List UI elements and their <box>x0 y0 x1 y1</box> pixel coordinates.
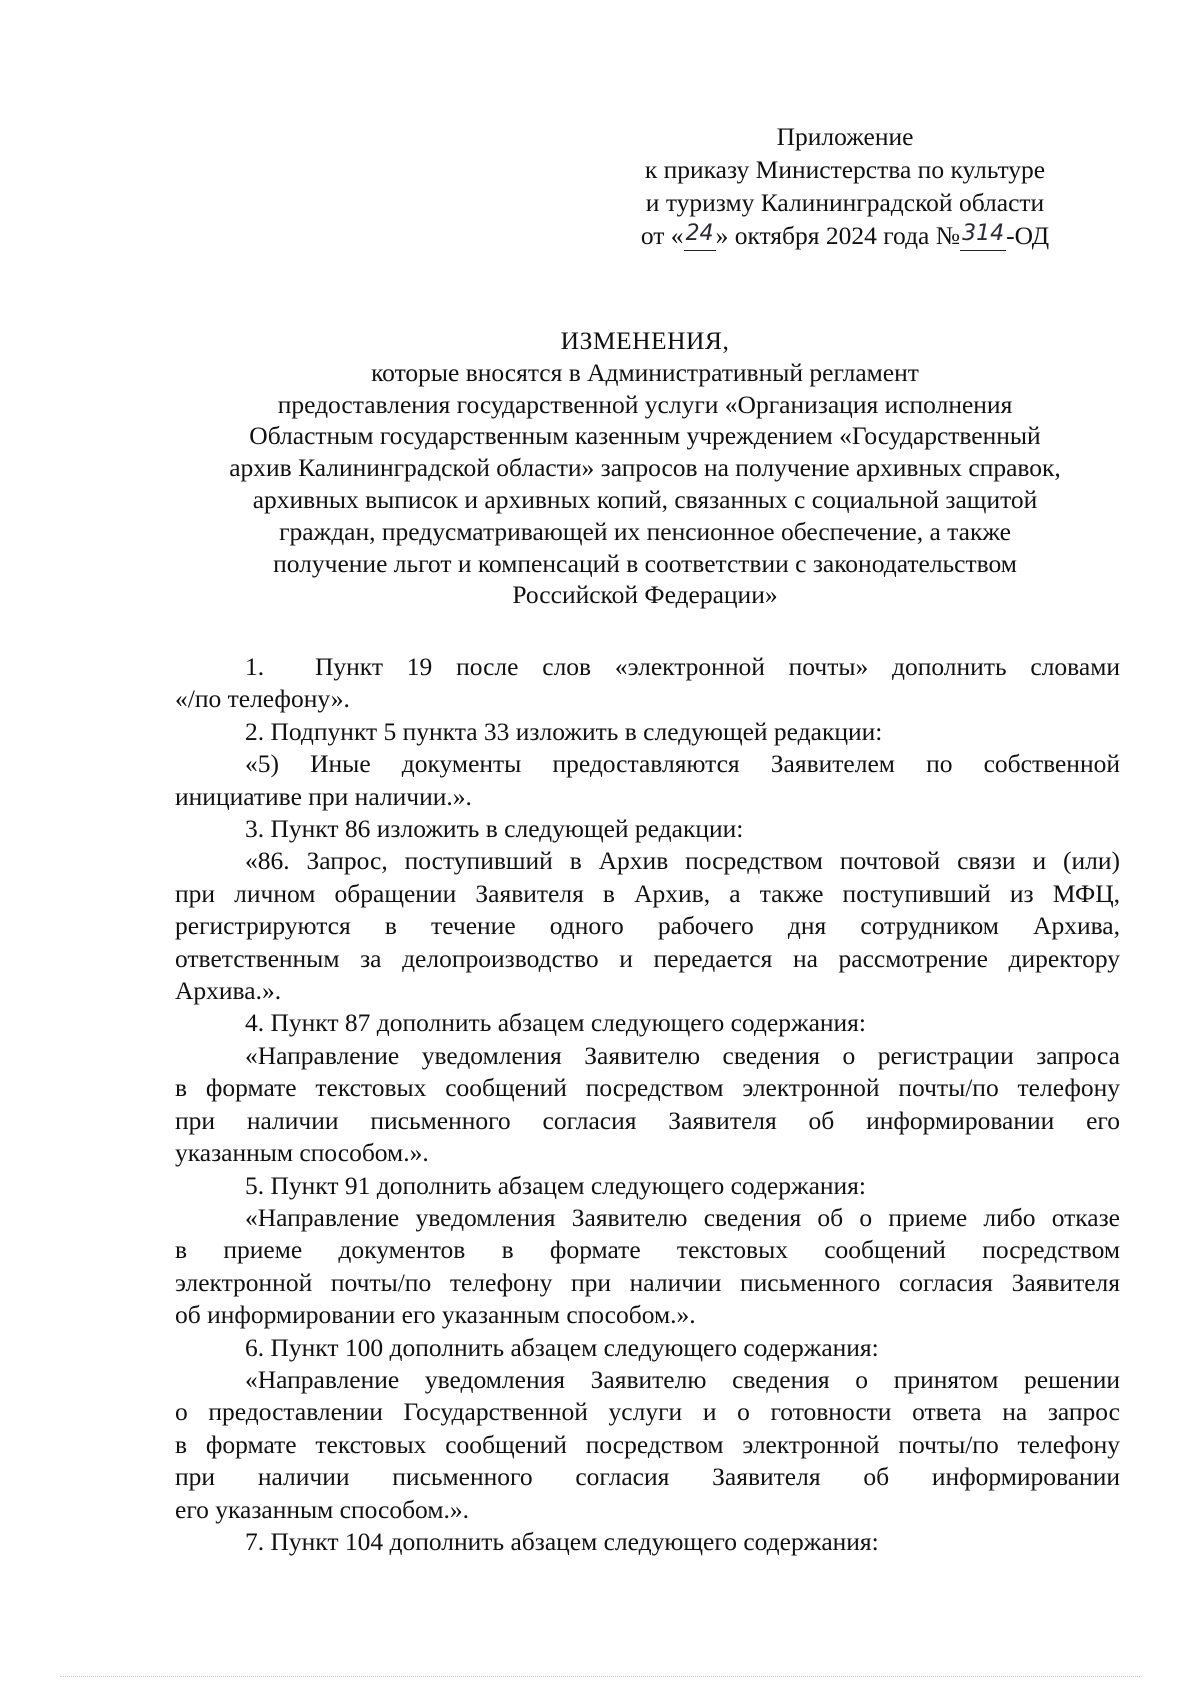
title-line: предоставления государственной услуги «Организация исполнения <box>277 389 1013 419</box>
text-line: «86. Запрос, поступивший в Архив посредством почтовой связи и (или) <box>245 846 1120 876</box>
paragraph-9 <box>175 1202 1120 1332</box>
text-line: электронной почты/по телефону при наличии письменного согласия Заявителя <box>175 1267 1120 1297</box>
date-middle: » октября 2024 года № <box>715 221 961 250</box>
title-line: архив Калининградской области» запросов на получение архивных справок, <box>229 453 1061 483</box>
text-line: в формате текстовых сообщений посредством электронной почты/по телефону <box>175 1429 1120 1459</box>
text-line: «/по телефону». <box>175 684 350 714</box>
paragraph-3 <box>175 748 1120 813</box>
text-line: 6. Пункт 100 дополнить абзацем следующего содержания: <box>245 1332 879 1362</box>
text-line: «Направление уведомления Заявителю сведения о принятом решении <box>245 1364 1120 1394</box>
text-line <box>175 651 1120 683</box>
text-line: инициативе при наличии.». <box>175 781 472 811</box>
text-line: о предоставлении Государственной услуги и о готовности ответа на запрос <box>175 1397 1120 1427</box>
text-line: указанным способом.». <box>175 1138 429 1168</box>
text-line: «5) Иные документы предоставляются Заявителем по собственной <box>245 749 1120 779</box>
text-line: «Направление уведомления Заявителю сведения об о приеме либо отказе <box>245 1202 1120 1232</box>
paragraph-8 <box>175 1170 1120 1202</box>
text-line: об информировании его указанным способом.». <box>175 1300 696 1330</box>
handwritten-order-number: 314 <box>962 221 1005 246</box>
text-line: при наличии письменного согласия Заявителя об информировании <box>175 1462 1120 1492</box>
title-line: Российской Федерации» <box>512 580 778 610</box>
paragraph-4 <box>175 813 1120 845</box>
title-line: которые вносятся в Административный регламент <box>371 357 919 387</box>
text-line: при личном обращении Заявителя в Архив, а также поступивший из МФЦ, <box>175 878 1120 908</box>
paragraph-6 <box>175 1007 1120 1039</box>
item-number: 1. <box>245 652 265 681</box>
text-line: Архива.». <box>175 976 282 1006</box>
appendix-order-line-1: к приказу Министерства по культуре <box>644 155 1046 184</box>
text-line: 7. Пункт 104 дополнить абзацем следующего содержания: <box>245 1526 879 1556</box>
text-line: регистрируются в течение одного рабочего дня сотрудником Архива, <box>175 911 1120 941</box>
appendix-header <box>600 120 1090 252</box>
paragraph-11 <box>175 1364 1120 1526</box>
title-line: получение льгот и компенсаций в соответствии с законодательством <box>273 548 1017 578</box>
appendix-label: Приложение <box>776 122 914 151</box>
paragraph-7 <box>175 1040 1120 1170</box>
paragraph-12 <box>175 1526 1120 1558</box>
text-line: в формате текстовых сообщений посредством электронной почты/по телефону <box>175 1073 1120 1103</box>
handwritten-day: 24 <box>685 221 714 246</box>
order-suffix: -ОД <box>1006 221 1050 250</box>
text-line: его указанным способом.». <box>175 1494 469 1524</box>
text-line: в приеме документов в формате текстовых сообщений посредством <box>175 1235 1120 1265</box>
scan-edge-line <box>60 1676 1140 1678</box>
text-line: «Направление уведомления Заявителю сведения о регистрации запроса <box>245 1040 1120 1070</box>
text-line: при наличии письменного согласия Заявителя об информировании его <box>175 1105 1120 1135</box>
text-line: 3. Пункт 86 изложить в следующей редакции: <box>245 814 744 844</box>
appendix-order-line-2: и туризму Калининградской области <box>645 188 1045 217</box>
paragraph-10 <box>175 1332 1120 1364</box>
document-body <box>175 651 1120 1558</box>
text-span: Пункт 19 после слов «электронной почты» дополнить словами <box>315 652 1120 681</box>
text-line: ответственным за делопроизводство и передается на рассмотрение директору <box>175 943 1120 973</box>
title-line: архивных выписок и архивных копий, связанных с социальной защитой <box>252 484 1038 514</box>
paragraph-2 <box>175 716 1120 748</box>
paragraph-1 <box>175 651 1120 716</box>
appendix-date-line <box>600 219 1090 252</box>
date-day-field <box>684 221 716 251</box>
document-title <box>165 325 1125 611</box>
text-line: 5. Пункт 91 дополнить абзацем следующего содержания: <box>245 1170 866 1200</box>
order-number-field <box>960 221 1006 251</box>
text-line: 2. Подпункт 5 пункта 33 изложить в следующей редакции: <box>245 716 883 746</box>
title-heading: ИЗМЕНЕНИЯ, <box>560 326 730 355</box>
title-line: Областным государственным казенным учреждением «Государственный <box>249 421 1041 451</box>
title-line: граждан, предусматривающей их пенсионное обеспечение, а также <box>279 516 1011 546</box>
date-prefix: от « <box>640 221 684 250</box>
text-line: 4. Пункт 87 дополнить абзацем следующего содержания: <box>245 1008 866 1038</box>
paragraph-5 <box>175 845 1120 1007</box>
